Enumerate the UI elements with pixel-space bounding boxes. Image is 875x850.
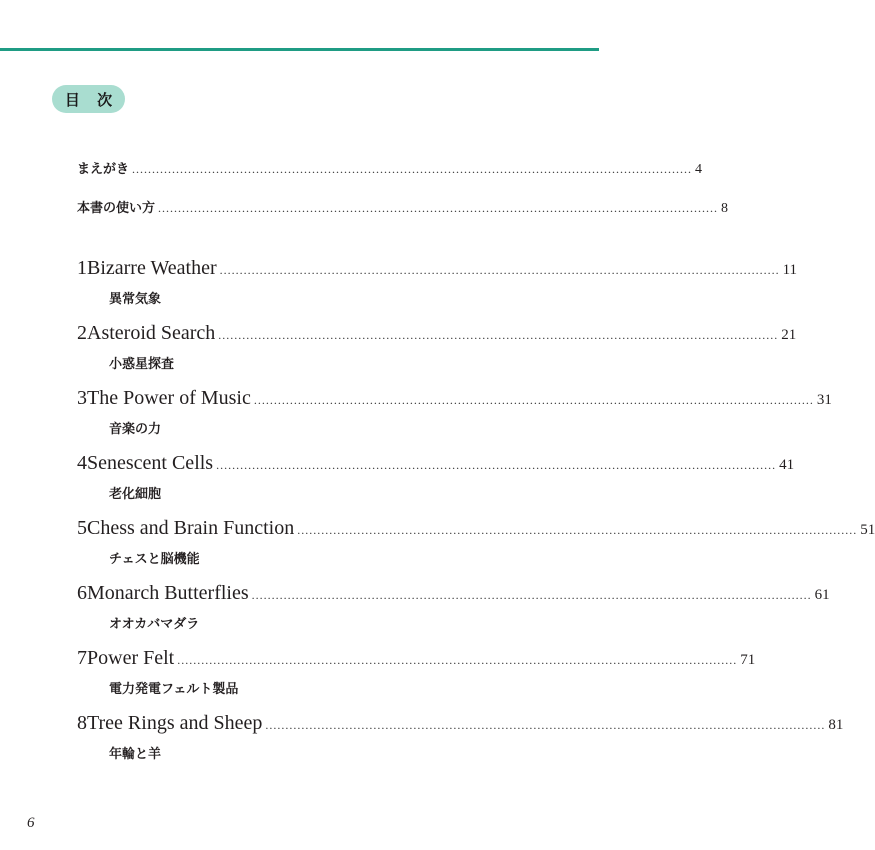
toc-entry-chapter-3[interactable] (77, 387, 832, 410)
toc-entry-how-to-use[interactable] (77, 197, 729, 217)
chapter-number: 8 (77, 712, 87, 734)
entry-page: 4 (695, 162, 703, 177)
chapter-subtitle: 電力発電フェルト製品 (109, 682, 239, 697)
entry-page: 71 (740, 652, 756, 668)
toc-entry-chapter-8[interactable] (77, 712, 844, 735)
chapter-title: Monarch Butterflies (87, 582, 249, 604)
top-rule (0, 48, 599, 51)
dot-leader: ............................................................................................................................................ (219, 263, 780, 277)
chapter-number: 1 (77, 257, 87, 279)
chapter-subtitle: 小惑星探査 (109, 357, 175, 372)
toc-entry-chapter-7[interactable] (77, 647, 756, 670)
chapter-subtitle: オオカバマダラ (109, 617, 200, 632)
toc-entry-chapter-4[interactable] (77, 452, 795, 475)
chapter-title: Senescent Cells (87, 452, 214, 474)
dot-leader: ............................................................................................................................................ (218, 328, 779, 342)
toc-entry-chapter-6[interactable] (77, 582, 830, 605)
chapter-subtitle: チェスと脳機能 (109, 552, 200, 567)
toc-entry-chapter-5[interactable] (77, 517, 875, 540)
entry-page: 61 (814, 587, 830, 603)
entry-page: 31 (816, 392, 832, 408)
chapter-number: 6 (77, 582, 87, 604)
page-number: 6 (27, 815, 35, 831)
chapter-title: The Power of Music (87, 387, 251, 409)
entry-page: 11 (782, 262, 798, 278)
dot-leader: ............................................................................................................................................ (216, 458, 777, 472)
toc-entry-chapter-2[interactable] (77, 322, 797, 345)
dot-leader: ............................................................................................................................................ (251, 588, 812, 602)
chapter-title: Tree Rings and Sheep (87, 712, 263, 734)
chapter-subtitle: 年輪と羊 (109, 747, 162, 762)
toc-entry-preface[interactable] (77, 158, 703, 178)
chapter-number: 4 (77, 452, 87, 474)
chapter-subtitle: 音楽の力 (109, 422, 162, 437)
dot-leader: ............................................................................................................................................ (265, 718, 826, 732)
entry-label: まえがき (77, 162, 130, 177)
chapter-number: 5 (77, 517, 87, 539)
entry-label: 本書の使い方 (77, 201, 156, 216)
chapter-subtitle: 異常気象 (109, 292, 162, 307)
chapter-subtitle: 老化細胞 (109, 487, 162, 502)
chapter-title: Chess and Brain Function (87, 517, 295, 539)
entry-page: 8 (721, 201, 729, 216)
entry-page: 41 (779, 457, 795, 473)
entry-page: 51 (860, 522, 875, 538)
entry-page: 81 (828, 717, 844, 733)
dot-leader: ............................................................................................................................................ (297, 523, 858, 537)
chapter-number: 7 (77, 647, 87, 669)
dot-leader: ............................................................................................................................................ (132, 162, 693, 176)
chapter-number: 3 (77, 387, 87, 409)
chapter-title: Bizarre Weather (87, 257, 217, 279)
dot-leader: ............................................................................................................................................ (177, 653, 738, 667)
chapter-title: Asteroid Search (87, 322, 216, 344)
dot-leader: ............................................................................................................................................ (253, 393, 814, 407)
entry-page: 21 (781, 327, 797, 343)
toc-title-badge: 目 次 (52, 85, 125, 113)
toc-entry-chapter-1[interactable] (77, 257, 798, 280)
dot-leader: ............................................................................................................................................ (158, 201, 719, 215)
chapter-title: Power Felt (87, 647, 175, 669)
chapter-number: 2 (77, 322, 87, 344)
